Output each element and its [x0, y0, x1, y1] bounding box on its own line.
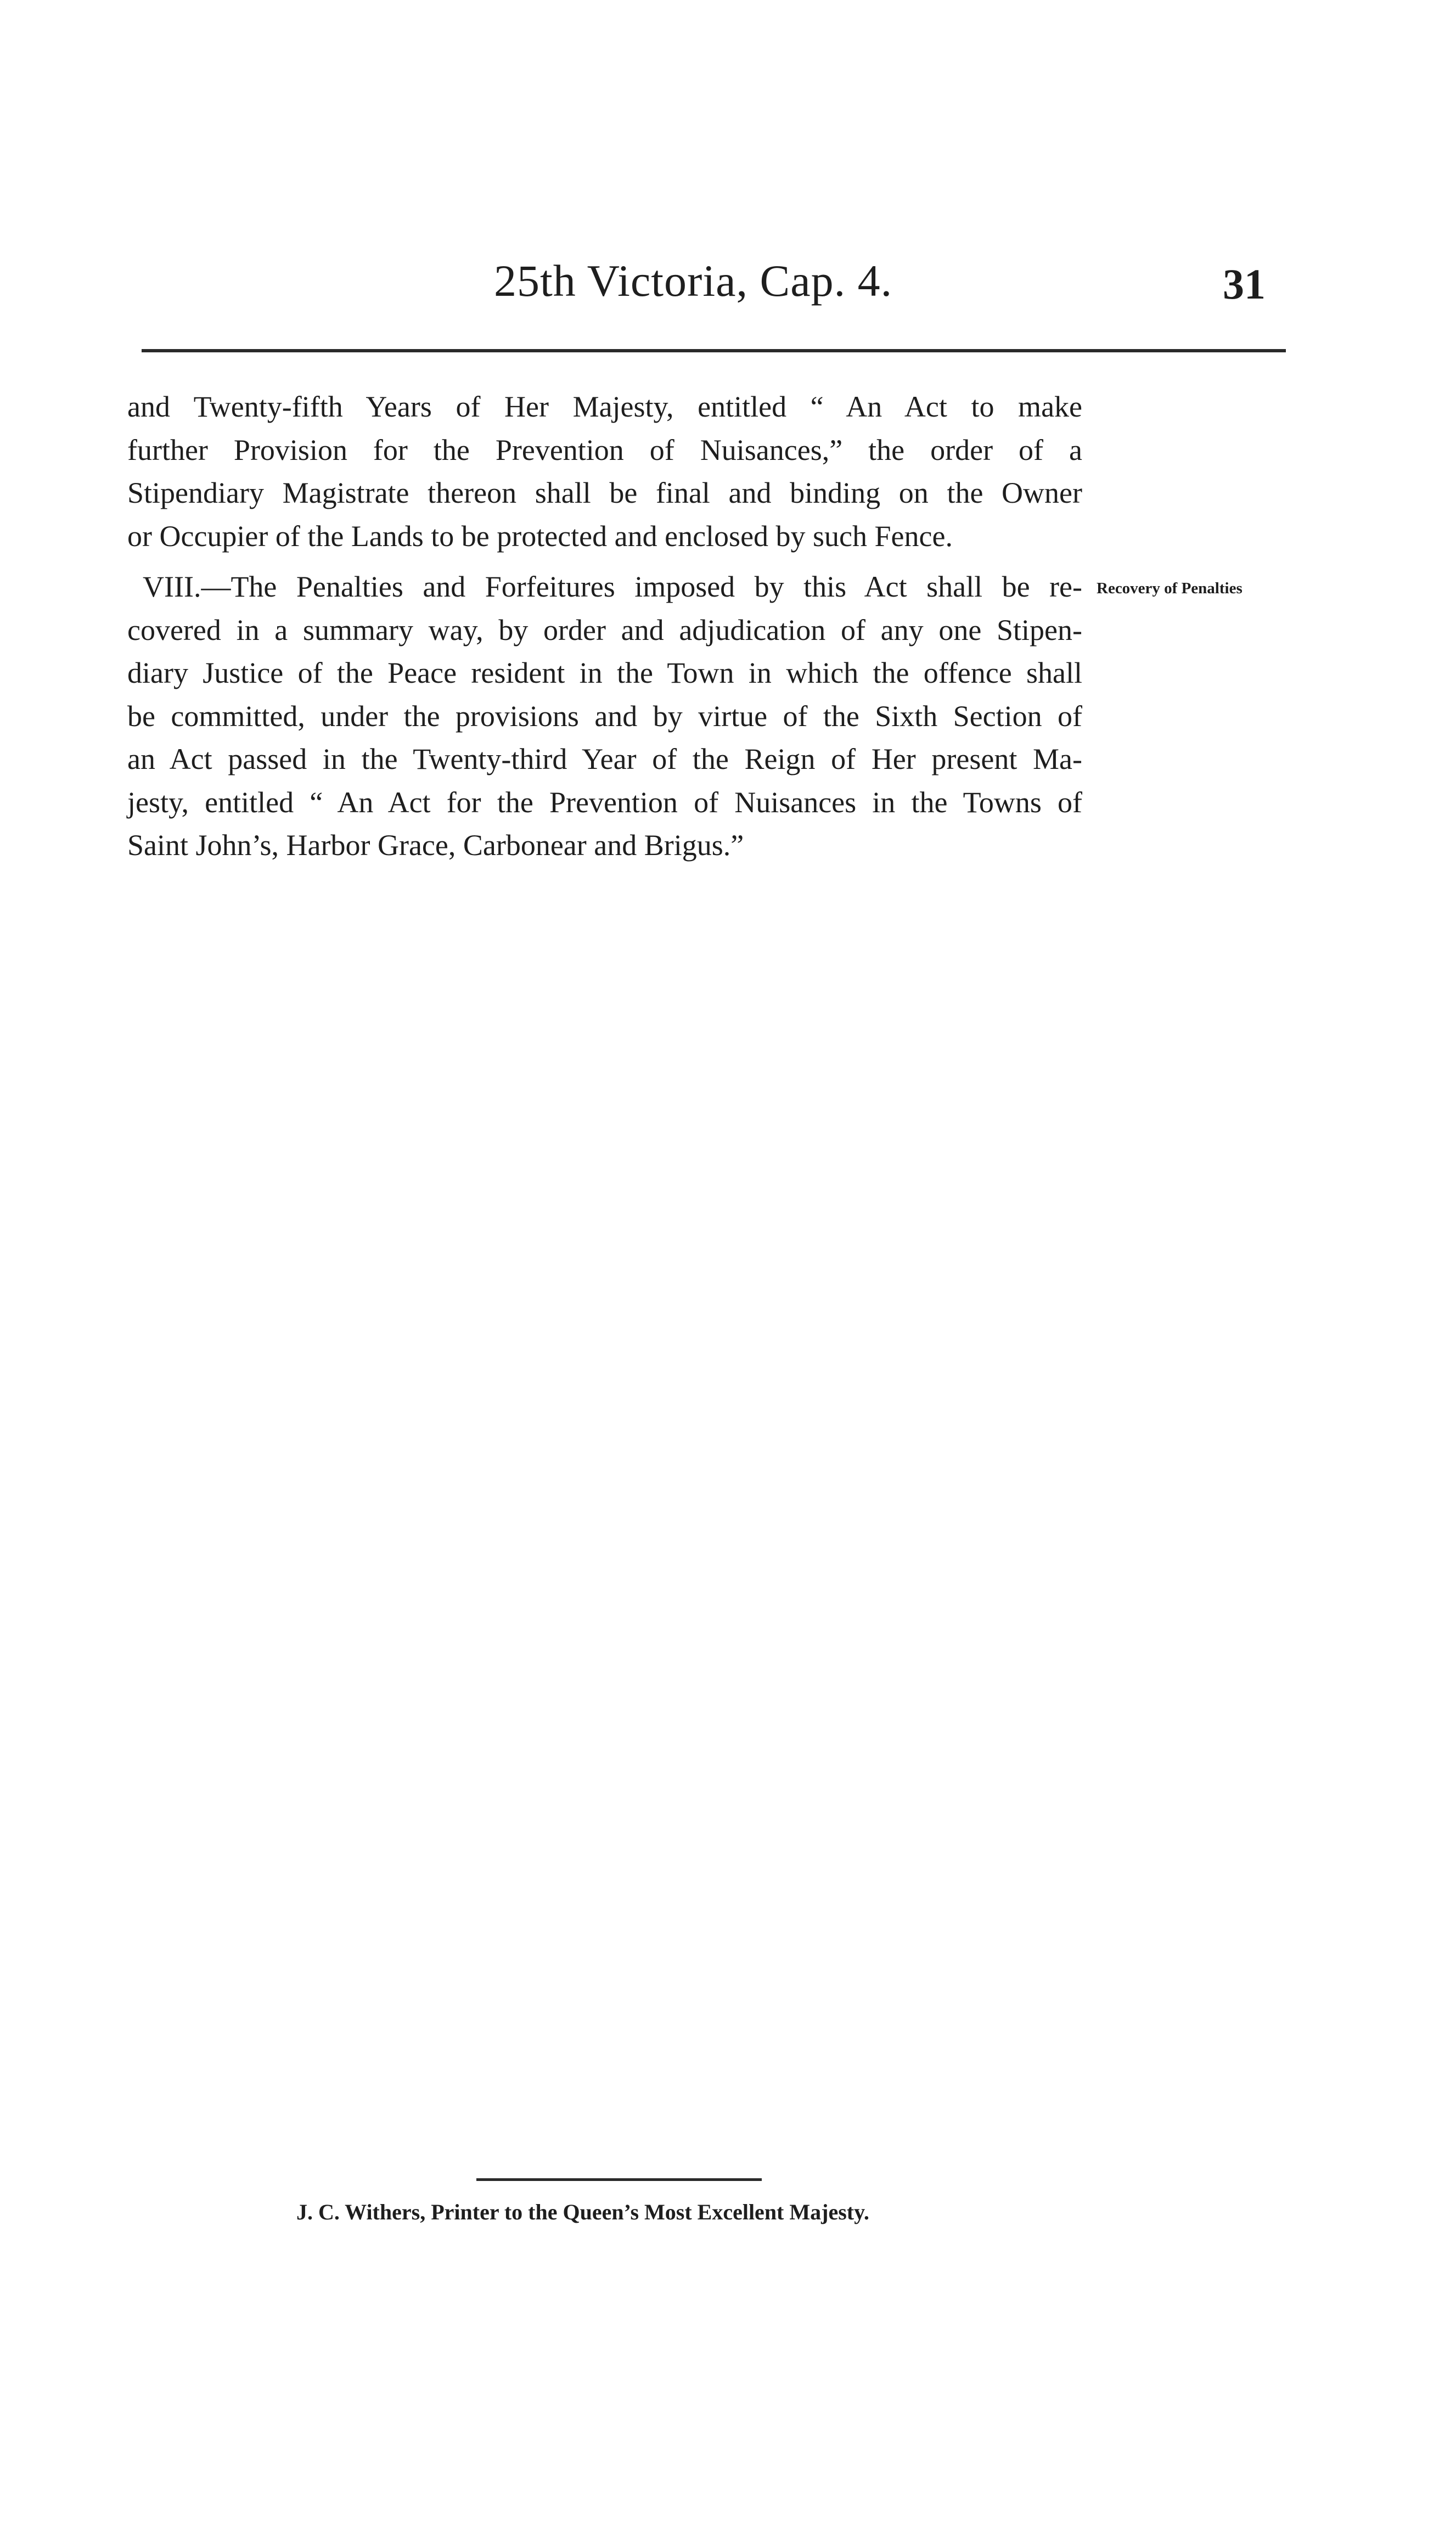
marginal-note: Recovery of Penalties [1097, 580, 1243, 597]
page-number: 31 [1223, 260, 1266, 308]
text-line: an Act passed in the Twenty-third Year of the Reign of Her present Ma- [127, 743, 1082, 775]
text-line: diary Justice of the Peace resident in the Town in which the offence shall [127, 656, 1082, 689]
text-line: further Provision for the Prevention of Nuisances,” the order of a [127, 433, 1082, 466]
imprint-rule [476, 2178, 762, 2181]
text-line: and Twenty-fifth Years of Her Majesty, entitled “ An Act to make [127, 390, 1082, 423]
printer-imprint: J. C. Withers, Printer to the Queen’s Most Excellent Majesty. [296, 2200, 869, 2224]
paragraph-continuation [127, 385, 1082, 558]
text-line: be committed, under the provisions and by virtue of the Sixth Section of [127, 699, 1082, 733]
header-rule [142, 349, 1286, 352]
running-header-title: 25th Victoria, Cap. 4. [494, 256, 893, 306]
text-line: or Occupier of the Lands to be protected and enclosed by such Fence. [127, 519, 953, 553]
text-line: jesty, entitled “ An Act for the Prevention of Nuisances in the Towns of [127, 785, 1082, 819]
text-line: Saint John’s, Harbor Grace, Carbonear and Brigus.” [127, 829, 744, 862]
section-viii-paragraph [127, 565, 1082, 867]
text-line: VIII.—The Penalties and Forfeitures imposed by this Act shall be re- [143, 570, 1082, 603]
text-line: Stipendiary Magistrate thereon shall be final and binding on the Owner [127, 476, 1082, 509]
text-line: covered in a summary way, by order and adjudication of any one Stipen- [127, 613, 1082, 647]
